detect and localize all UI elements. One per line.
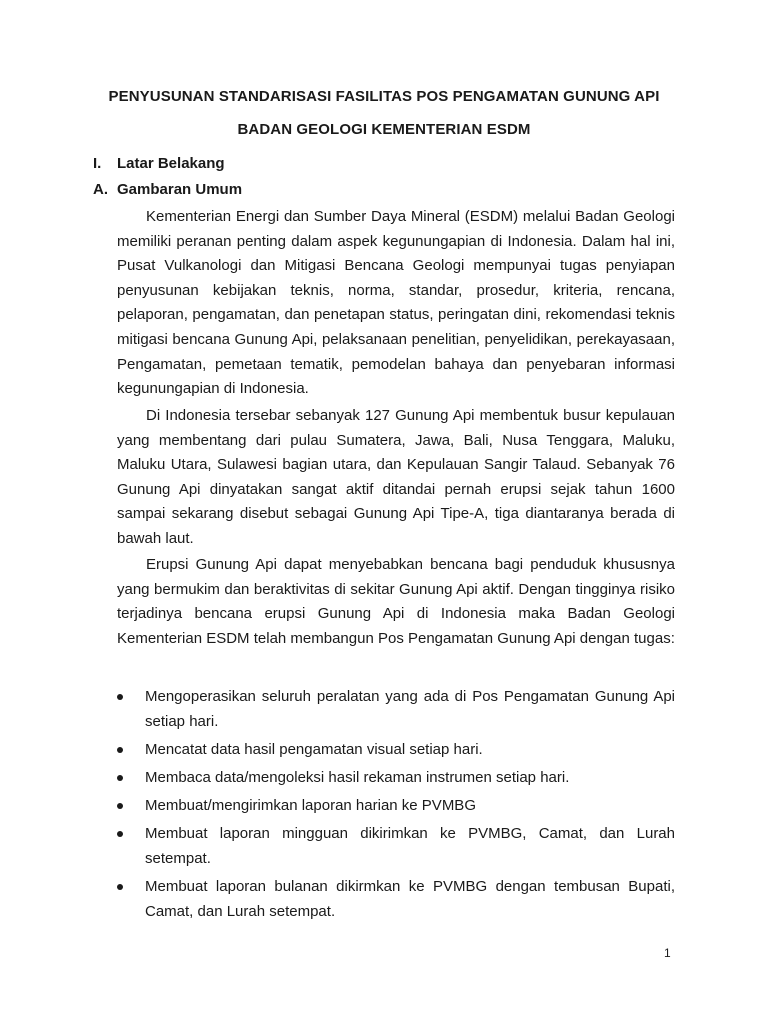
- list-item: [117, 821, 675, 871]
- document-subtitle: BADAN GEOLOGI KEMENTERIAN ESDM: [237, 121, 531, 138]
- list-item-text: Membuat/mengirimkan laporan harian ke PVMBG: [145, 797, 476, 814]
- list-item-text: Membuat laporan bulanan dikirmkan ke PVMBG dengan tembusan Bupati, Camat, dan Lurah setempat.: [145, 878, 675, 920]
- list-item: [117, 684, 675, 734]
- bullet-icon: [117, 884, 123, 890]
- list-item-text: Mencatat data hasil pengamatan visual setiap hari.: [145, 741, 483, 758]
- bullet-icon: [117, 694, 123, 700]
- subsection-number: A.: [93, 181, 108, 198]
- page-number: 1: [664, 946, 671, 960]
- bullet-icon: [117, 803, 123, 809]
- paragraph: Erupsi Gunung Api dapat menyebabkan bencana bagi penduduk khususnya yang bermukim dan beraktivitas di sekitar Gunung Api aktif. Dengan tingginya risiko terjadinya bencana erupsi Gunung Api di Indonesia maka Badan Geologi Kementerian ESDM telah membangun Pos Pengamatan Gunung Api dengan tugas:: [117, 556, 675, 647]
- subsection-label: Gambaran Umum: [117, 181, 243, 198]
- bullet-icon: [117, 775, 123, 781]
- list-item-text: Membuat laporan mingguan dikirimkan ke PVMBG, Camat, dan Lurah setempat.: [145, 825, 675, 867]
- list-item-text: Mengoperasikan seluruh peralatan yang ada di Pos Pengamatan Gunung Api setiap hari.: [145, 688, 675, 730]
- task-list: [117, 684, 675, 927]
- bullet-icon: [117, 747, 123, 753]
- section-heading: [93, 155, 225, 172]
- list-item: [117, 765, 675, 790]
- list-item: [117, 793, 675, 818]
- list-item: [117, 737, 675, 762]
- section-number: I.: [93, 155, 102, 172]
- paragraph: Di Indonesia tersebar sebanyak 127 Gunung Api membentuk busur kepulauan yang membentang dari pulau Sumatera, Jawa, Bali, Nusa Tenggara, Maluku, Maluku Utara, Sulawesi bagian utara, dan Kepulauan Sangir Talaud. Sebanyak 76 Gunung Api dinyatakan sangat aktif ditandai pernah erupsi sejak tahun 1600 sampai sekarang disebut sebagai Gunung Api Tipe-A, tiga diantaranya berada di bawah laut.: [117, 407, 675, 547]
- subsection-heading: [93, 181, 242, 198]
- section-label: Latar Belakang: [117, 155, 225, 172]
- paragraph: Kementerian Energi dan Sumber Daya Mineral (ESDM) melalui Badan Geologi memiliki peranan penting dalam aspek kegunungapian di Indonesia. Dalam hal ini, Pusat Vulkanologi dan Mitigasi Bencana Geologi mempunyai tugas penyiapan penyusunan kebijakan teknis, norma, standar, prosedur, kriteria, rencana, pelaporan, pengamatan, dan penetapan status, peringatan dini, rekomendasi teknis mitigasi bencana Gunung Api, pelaksanaan penelitian, penyelidikan, perekayasaan, Pengamatan, pemetaan tematik, pemodelan bahaya dan penyebaran informasi kegunungapian di Indonesia.: [117, 208, 675, 398]
- list-item-text: Membaca data/mengoleksi hasil rekaman instrumen setiap hari.: [145, 769, 570, 786]
- list-item: [117, 874, 675, 924]
- bullet-icon: [117, 831, 123, 837]
- document-title: PENYUSUNAN STANDARISASI FASILITAS POS PENGAMATAN GUNUNG API: [108, 88, 660, 105]
